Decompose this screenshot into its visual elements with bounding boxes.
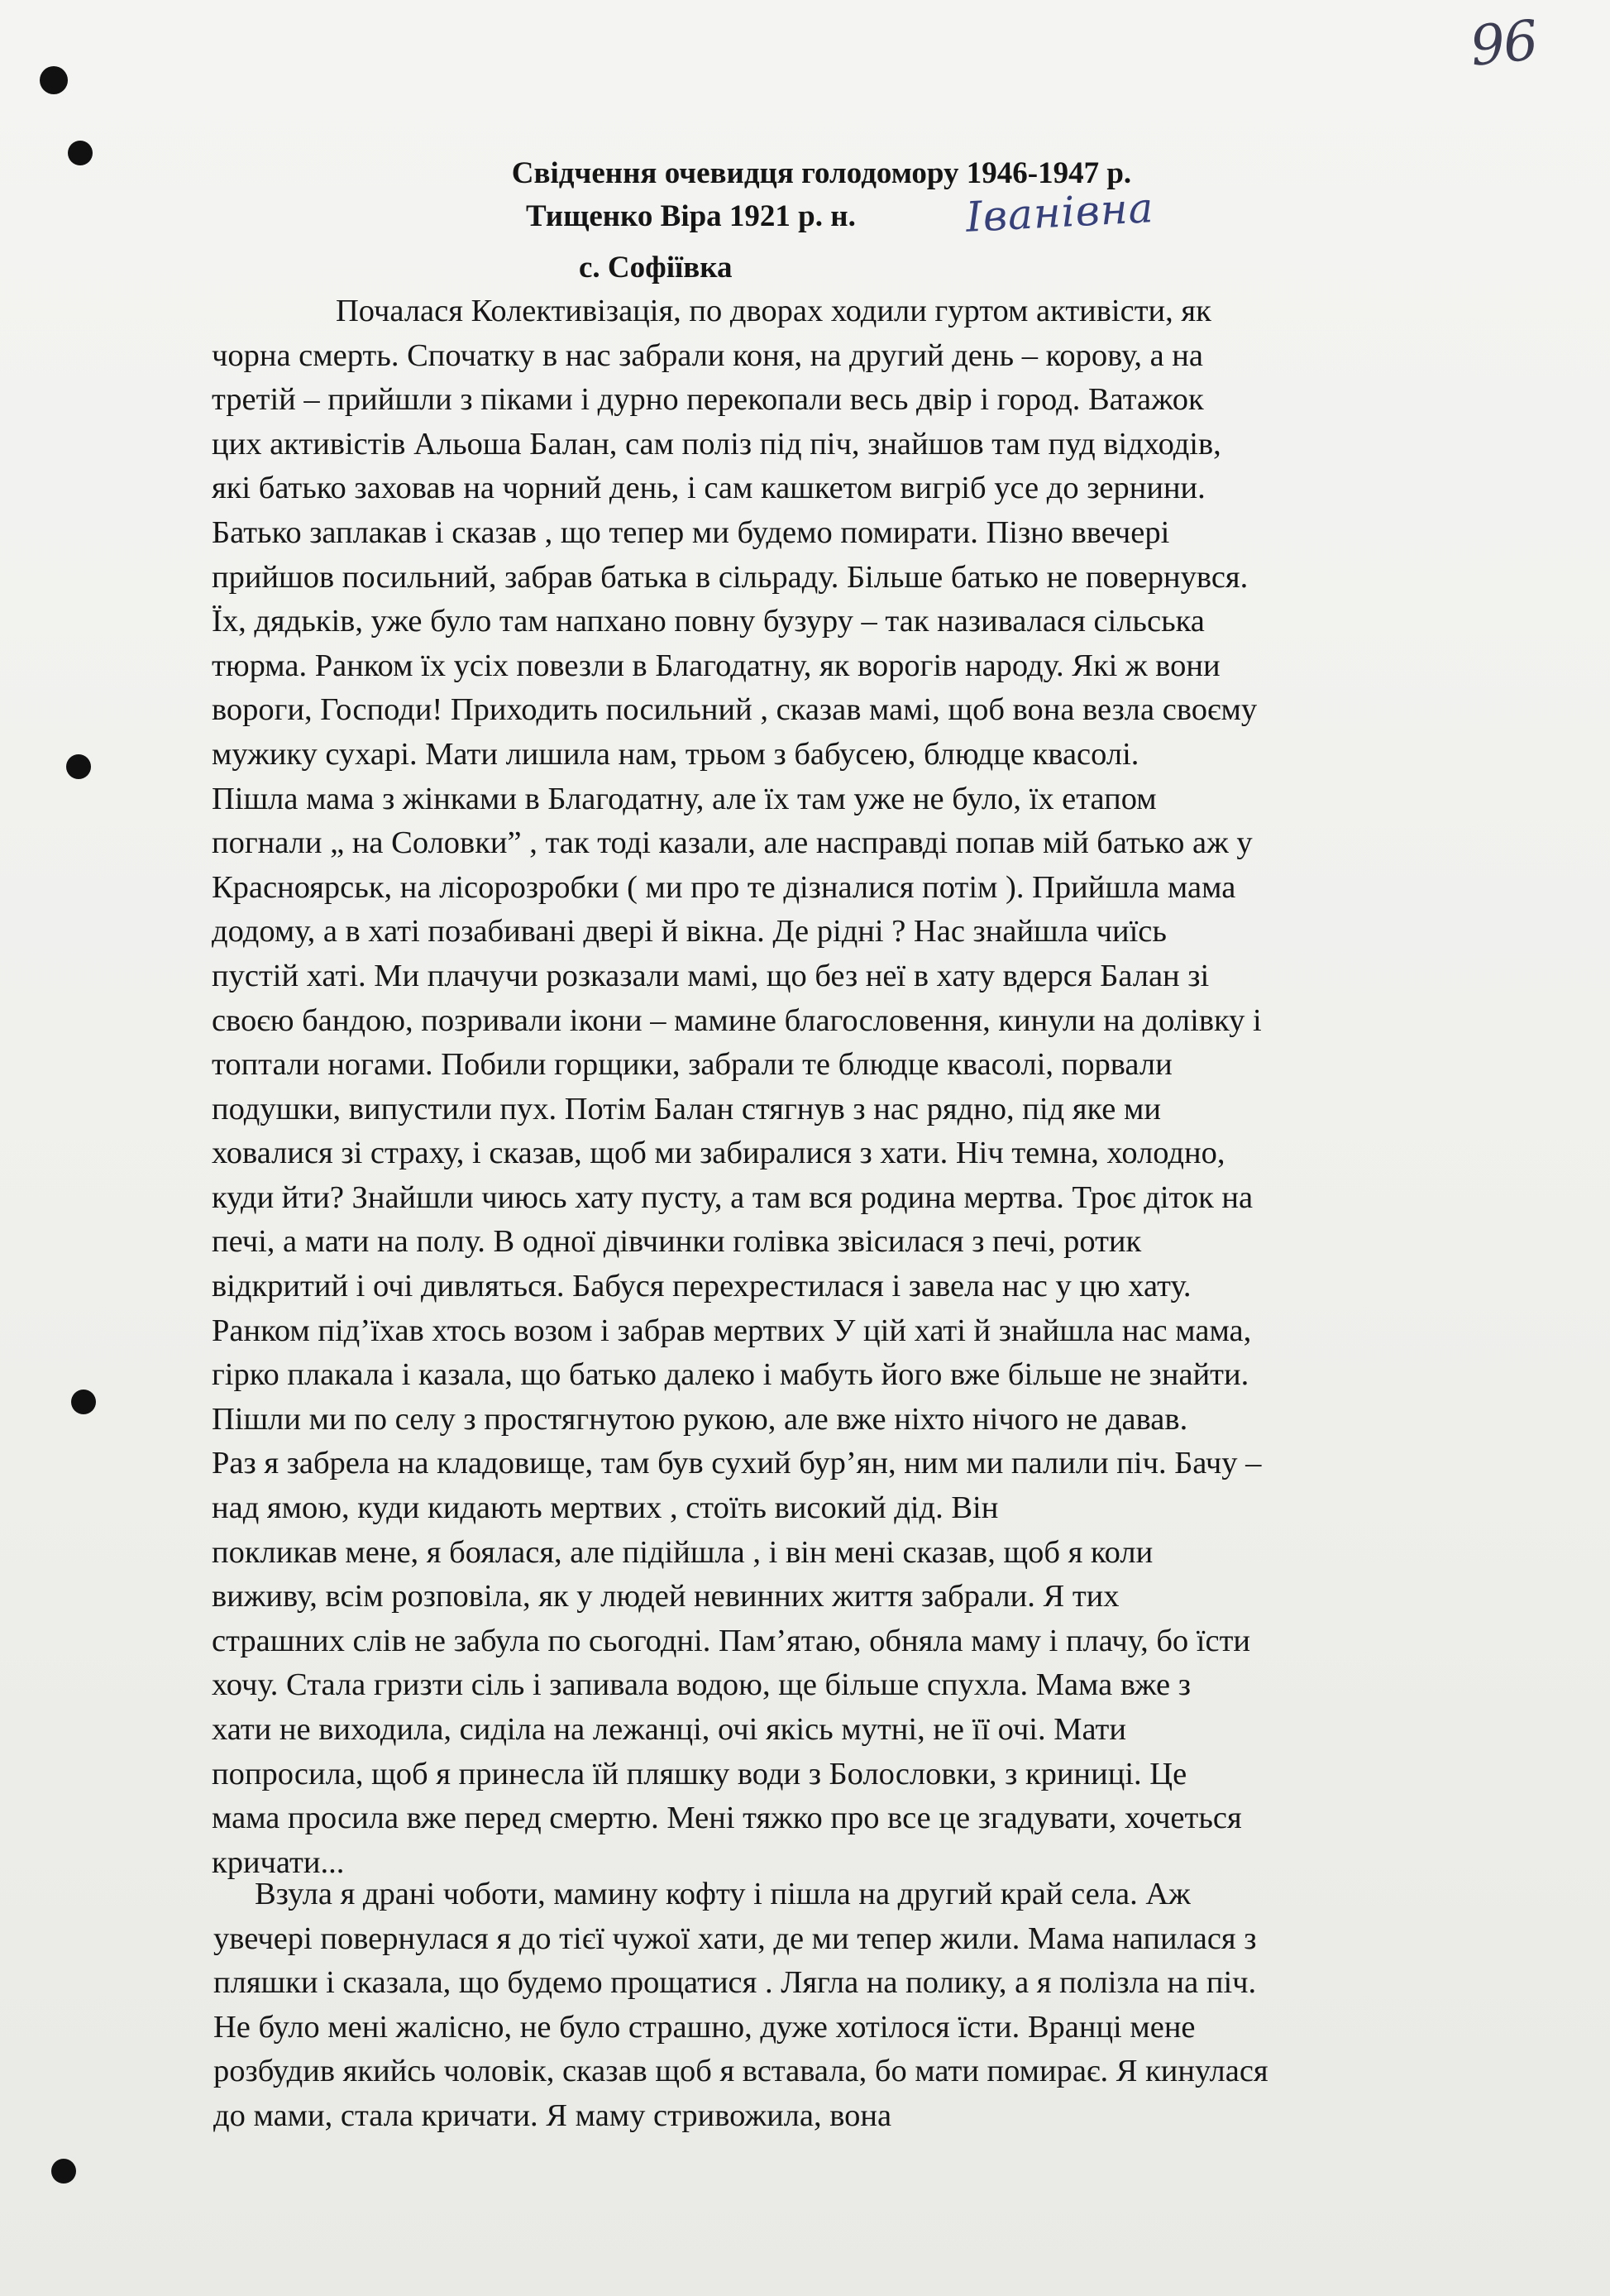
text-line: Батько заплакав і сказав , що тепер ми будемо помирати. Пізно ввечері [212, 514, 1170, 550]
text-line: погнали „ на Соловки” , так тоді казали, але насправді попав мій батько аж у [212, 825, 1253, 861]
text-line: Пішли ми по селу з простягнутою рукою, але вже ніхто нічого не давав. [212, 1401, 1188, 1437]
text-line: які батько заховав на чорний день, і сам кашкетом вигріб усе до зернини. [212, 471, 1206, 506]
text-line: Раз я забрела на кладовище, там був сухий бур’ян, ним ми палили піч. Бачу – [212, 1446, 1262, 1481]
text-line: до мами, стала кричати. Я маму стривожила, вона [213, 2097, 892, 2133]
text-line: вороги, Господи! Приходить посильний , сказав мамі, щоб вона везла своєму [212, 692, 1258, 728]
text-line: куди йти? Знайшли чиюсь хату пусту, а там вся родина мертва. Троє діток на [212, 1179, 1254, 1215]
testimony-paragraph-1 [212, 289, 1502, 1885]
text-line: попросила, щоб я принесла їй пляшку води з Болословки, з криниці. Це [212, 1756, 1187, 1791]
text-line: страшних слів не забула по сьогодні. Пам’ятаю, обняла маму і плачу, бо їсти [212, 1623, 1251, 1658]
testimony-paragraph-2 [213, 1873, 1503, 2139]
text-line: Пішла мама з жінками в Благодатну, але їх там уже не було, їх етапом [212, 781, 1157, 816]
text-line: Ранком під’їхав хтось возом і забрав мертвих У цій хаті й знайшла нас мама, [212, 1313, 1252, 1348]
text-line: ховалися зі страху, і сказав, щоб ми забиралися з хати. Ніч темна, холодно, [212, 1136, 1225, 1171]
text-line: увечері повернулася я до тієї чужої хати, де ми тепер жили. Мама напилася з [213, 1921, 1257, 1956]
handwritten-patronymic: Іванівна [964, 184, 1155, 242]
text-line: хати не виходила, сиділа на лежанці, очі якісь мутні, не її очі. Мати [212, 1712, 1126, 1747]
text-line: мужику сухарі. Мати лишила нам, трьом з бабусею, блюдце квасолі. [212, 736, 1139, 772]
punch-hole-4 [51, 2159, 76, 2184]
text-line: прийшов посильний, забрав батька в сільраду. Більше батько не повернувся. [212, 559, 1249, 595]
text-line: цих активістів Альоша Балан, сам поліз під піч, знайшов там пуд відходів, [212, 426, 1221, 462]
text-line: пустій хаті. Ми плачучи розказали мамі, що без неї в хату вдерся Балан зі [212, 958, 1210, 993]
punch-hole-2 [66, 754, 91, 779]
text-line: мама просила вже перед смертю. Мені тяжко про все це згадувати, хочеться [212, 1801, 1242, 1836]
text-line: над ямою, куди кидають мертвих , стоїть високий дід. Він [212, 1490, 999, 1526]
handwritten-page-number: 96 [1467, 8, 1540, 79]
text-line: кричати... [212, 1844, 345, 1880]
witness-name: Тищенко Віра 1921 р. н. [526, 199, 856, 233]
text-line: тюрма. Ранком їх усіх повезли в Благодатну, як ворогів народу. Які ж вони [212, 648, 1221, 683]
text-line: Не було мені жалісно, не було страшно, дуже хотілося їсти. Вранці мене [213, 2009, 1196, 2045]
village-name: с. Софіївка [579, 251, 733, 285]
text-line: розбудив якийсь чоловік, сказав щоб я вставала, бо мати помирає. Я кинулася [213, 2054, 1268, 2089]
text-line: Взула я драні чоботи, мамину кофту і пішла на другий край села. Аж [255, 1877, 1191, 1911]
text-line: пляшки і сказала, що будемо прощатися . Лягла на полику, а я полізла на піч. [213, 1965, 1257, 2001]
punch-hole-3 [71, 1390, 96, 1414]
punch-hole-top-corner [40, 66, 68, 94]
text-line: топтали ногами. Побили горщики, забрали те блюдце квасолі, порвали [212, 1047, 1173, 1083]
text-line: Їх, дядьків, уже було там напхано повну бузуру – так називалася сільська [212, 604, 1205, 639]
text-line: чорна смерть. Спочатку в нас забрали коня, на другий день – корову, а на [212, 337, 1203, 373]
text-line: гірко плакала і казала, що батько далеко і мабуть його вже більше не знайти. [212, 1357, 1249, 1393]
text-line: Почалася Колективізація, по дворах ходили гуртом активісти, як [336, 294, 1211, 328]
text-line: хочу. Стала гризти сіль і запивала водою, ще більше спухла. Мама вже з [212, 1667, 1191, 1703]
text-line: подушки, випустили пух. Потім Балан стягнув з нас рядно, під яке ми [212, 1091, 1161, 1126]
text-line: додому, а в хаті позабивані двері й вікна. Де рідні ? Нас знайшла чиїсь [212, 914, 1167, 949]
text-line: Красноярськ, на лісорозробки ( ми про те дізналися потім ). Прийшла мама [212, 869, 1236, 905]
text-line: покликав мене, я боялася, але підійшла , і він мені сказав, щоб я коли [212, 1534, 1154, 1570]
text-line: відкритий і очі дивляться. Бабуся перехрестилася і завела нас у цю хату. [212, 1269, 1192, 1304]
document-title: Свідчення очевидця голодомору 1946-1947 р. [511, 156, 1132, 190]
text-line: печі, а мати на полу. В одної дівчинки голівка звісилася з печі, ротик [212, 1224, 1142, 1260]
text-line: виживу, всім розповіла, як у людей невинних життя забрали. Я тих [212, 1579, 1120, 1614]
text-line: третій – прийшли з піками і дурно перекопали весь двір і город. Ватажок [212, 382, 1204, 418]
text-line: своєю бандою, позривали ікони – мамине благословення, кинули на долівку і [212, 1002, 1262, 1038]
